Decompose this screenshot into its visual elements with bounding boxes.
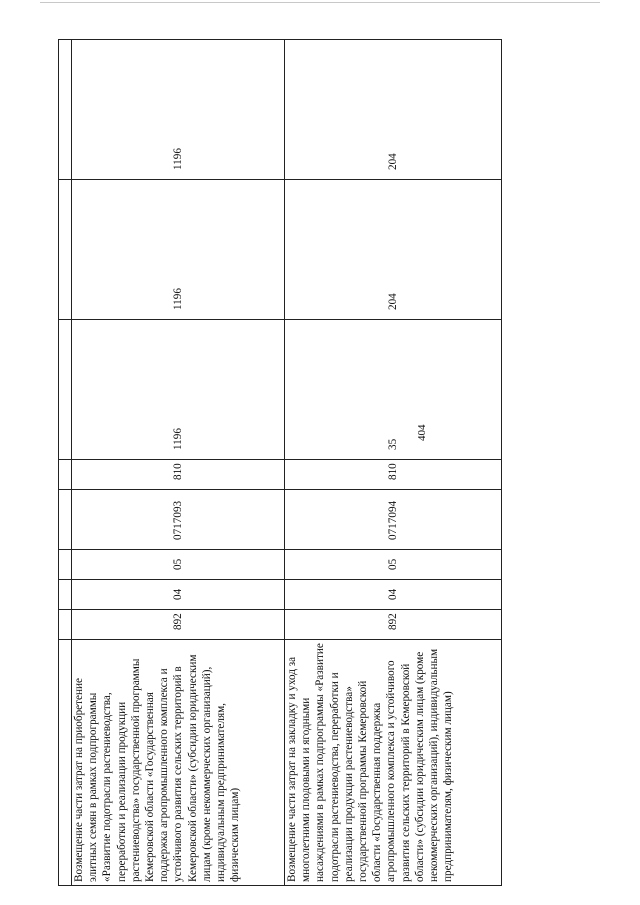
section-code: 04 (72, 580, 285, 610)
ministry-code: 892 (285, 610, 502, 640)
amount-3: 1196 (72, 40, 285, 180)
expense-type-code: 810 (72, 460, 285, 490)
blank-cell (59, 40, 72, 180)
target-article-code: 0717094 (285, 490, 502, 550)
blank-cell (59, 320, 72, 460)
rotated-table (58, 40, 500, 886)
budget-table (58, 39, 502, 886)
blank-cell (59, 490, 72, 550)
amount-1: 1196 (72, 320, 285, 460)
ministry-code: 892 (72, 610, 285, 640)
table-row (285, 40, 502, 886)
table-row-top-gap (59, 40, 72, 886)
amount-2: 1196 (72, 180, 285, 320)
blank-cell (59, 580, 72, 610)
subsection-code: 05 (72, 550, 285, 580)
row-description: Возмещение части затрат на закладку и уход за многолетними плодовыми и ягодными насаждениями в рамках подпрограммы «Развитие подотрасли растениеводства, переработки и реализации продукции растениеводства» государственной программы Кемеровской области «Государственная поддержка агропромышленного комплекса и устойчивого развития сельских территорий в Кемеровской области» (субсидии юридическим лицам (кроме некоммерческих организаций), индивидуальным предпринимателям, физическим лицам) (285, 640, 502, 886)
page-number: 404 (416, 424, 428, 441)
blank-cell (59, 640, 72, 886)
target-article-code: 0717093 (72, 490, 285, 550)
subsection-code: 05 (285, 550, 502, 580)
blank-cell (59, 550, 72, 580)
amount-2: 204 (285, 180, 502, 320)
table-row (72, 40, 285, 886)
row-description: Возмещение части затрат на приобретение элитных семян в рамках подпрограммы «Развитие подотрасли растениеводства, переработки и реализации продукции растениеводства» государственной программы Кемеровской области «Государственная поддержка агропромышленного комплекса и устойчивого развития сельских территорий в Кемеровской области» (субсидии юридическим лицам (кроме некоммерческих организаций), индивидуальным предпринимателям, физическим лицам) (72, 640, 285, 886)
amount-3: 204 (285, 40, 502, 180)
scan-edge-line (40, 2, 600, 3)
section-code: 04 (285, 580, 502, 610)
budget-table-container (58, 40, 500, 886)
blank-cell (59, 460, 72, 490)
amount-1: 35 (285, 320, 502, 460)
expense-type-code: 810 (285, 460, 502, 490)
blank-cell (59, 610, 72, 640)
blank-cell (59, 180, 72, 320)
